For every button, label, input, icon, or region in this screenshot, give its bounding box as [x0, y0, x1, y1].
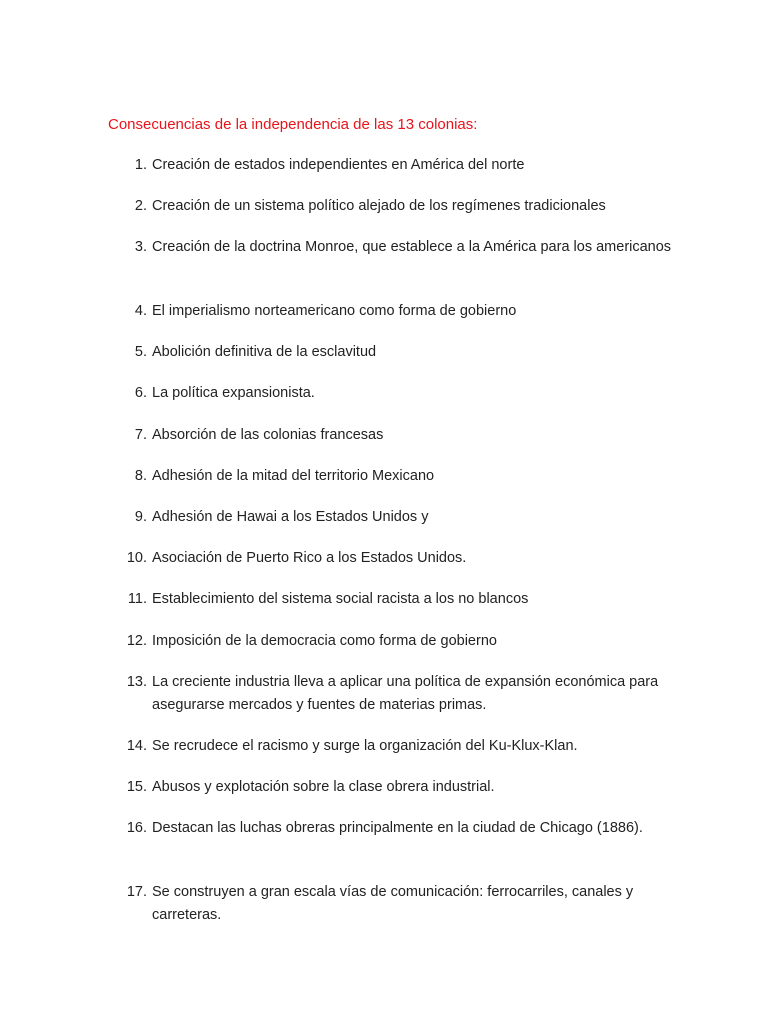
- list-item-text: Creación de la doctrina Monroe, que establece a la América para los americanos: [152, 239, 672, 255]
- list-item-number: 10.: [126, 550, 147, 566]
- list-item-number: 5.: [134, 344, 147, 360]
- list-item-text: Adhesión de Hawai a los Estados Unidos y: [152, 509, 429, 525]
- list-item-number: 4.: [134, 303, 147, 319]
- list-item-text: Creación de estados independientes en América del norte: [152, 157, 525, 173]
- list-item-number: 13.: [126, 674, 147, 690]
- list-item-text: La política expansionista.: [152, 385, 315, 401]
- list-item-text: Abolición definitiva de la esclavitud: [152, 344, 377, 360]
- list-item-number: 16.: [126, 820, 147, 836]
- list-item-number: 1.: [134, 157, 147, 173]
- list-item-text: Imposición de la democracia como forma de gobierno: [152, 633, 497, 649]
- list-item-number: 2.: [134, 198, 147, 214]
- list-item-text: Se recrudece el racismo y surge la organización del Ku-Klux-Klan.: [152, 738, 578, 754]
- list-item-number: 14.: [126, 738, 147, 754]
- list-item-number: 8.: [134, 468, 147, 484]
- list-item-text: Abusos y explotación sobre la clase obrera industrial.: [152, 779, 495, 795]
- list-item-number: 6.: [134, 385, 147, 401]
- list-item-number: 9.: [134, 509, 147, 525]
- list-item-text: Destacan las luchas obreras principalmente en la ciudad de Chicago (1886).: [152, 820, 643, 836]
- list-item-text: Se construyen a gran escala vías de comunicación: ferrocarriles, canales y carreteras.: [152, 884, 634, 923]
- list-item-number: 17.: [126, 884, 147, 900]
- list-item-text: Establecimiento del sistema social racista a los no blancos: [152, 591, 529, 607]
- list-item-text: Asociación de Puerto Rico a los Estados Unidos.: [152, 550, 467, 566]
- list-item-text: Adhesión de la mitad del territorio Mexicano: [152, 468, 435, 484]
- list-item-number: 7.: [134, 427, 147, 443]
- list-item-text: La creciente industria lleva a aplicar una política de expansión económica para asegurarse mercados y fuentes de materias primas.: [152, 674, 659, 713]
- list-item-number: 15.: [126, 779, 147, 795]
- list-item-text: Absorción de las colonias francesas: [152, 427, 384, 443]
- list-item-number: 12.: [126, 633, 147, 649]
- list-item-number: 11.: [127, 591, 147, 607]
- list-item-number: 3.: [134, 239, 147, 255]
- list-item-text: Creación de un sistema político alejado de los regímenes tradicionales: [152, 198, 606, 214]
- document-title: Consecuencias de la independencia de las 13 colonias:: [108, 116, 478, 133]
- list-item-text: El imperialismo norteamericano como forma de gobierno: [152, 303, 517, 319]
